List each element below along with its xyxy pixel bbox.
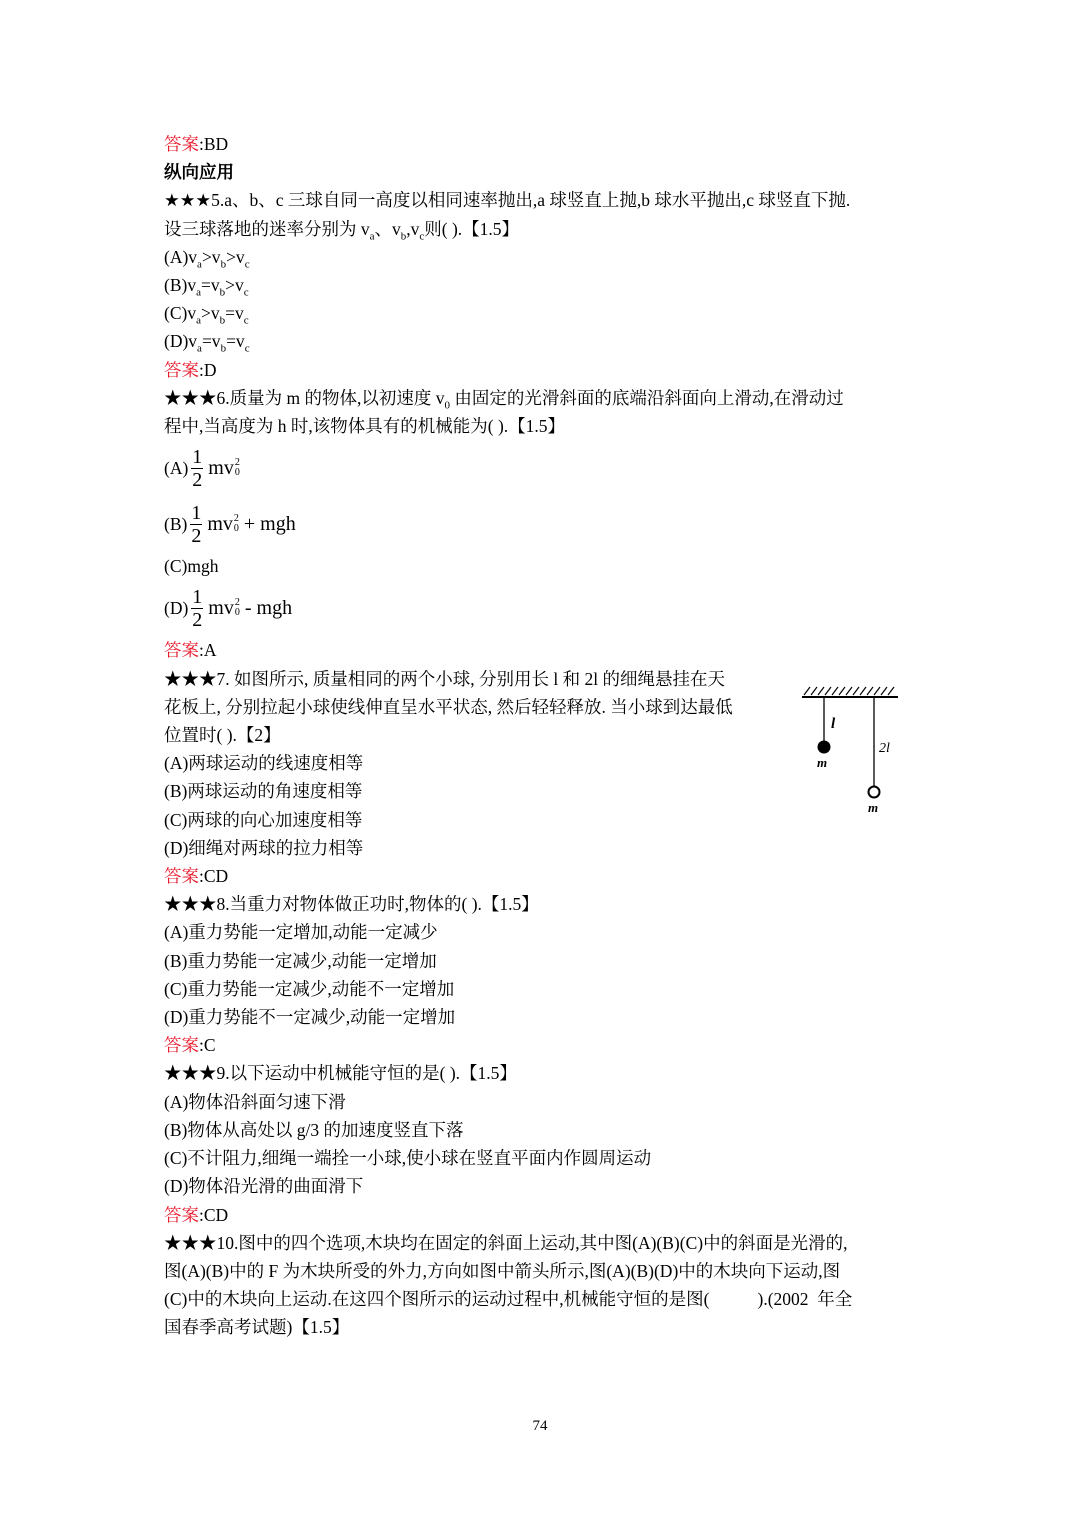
q6-option-a: (A) $\frac{1}{2}$ mv 2 0 [164,445,240,491]
q7-stem-line1: ★★★7. 如图所示, 质量相同的两个小球, 分别用长 l 和 2l 的细绳悬挂在天 [164,668,725,689]
q10-line2: 图(A)(B)中的 F 为木块所受的外力,方向如图中箭头所示,图(A)(B)(D)中的木块向下运动,图 [164,1260,841,1281]
answer-q8: 答案:C [164,1035,216,1056]
q8-stem: ★★★8.当重力对物体做正功时,物体的( ).【1.5】 [164,894,539,915]
q7-option-c: (C)两球的向心加速度相等 [164,809,363,830]
fraction-half: $\frac{1}{2}$ [192,445,203,491]
q10-line3: (C)中的木块向上运动.在这四个图所示的运动过程中,机械能守恒的是图( ).(2002 年全 [164,1289,853,1310]
q9-option-c: (C)不计阻力,细绳一端拴一小球,使小球在竖直平面内作圆周运动 [164,1148,652,1169]
answer-q7: 答案:CD [164,866,229,887]
label-m1: m [817,755,828,770]
page-number: 74 [532,1418,548,1434]
answer-label: 答案 [164,134,199,154]
fraction-half: $\frac{1}{2}$ [192,585,203,631]
fraction-half: $\frac{1}{2}$ [191,501,202,547]
q6-stem-line1: ★★★6.质量为 m 的物体,以初速度 $v_0$ 由固定的光滑斜面的底端沿斜面向上滑动,在滑动过 [164,387,844,412]
label-m2: m [868,800,879,815]
q7-stem-line3: 位置时( ).【2】 [164,725,281,746]
q8-option-b: (B)重力势能一定减少,动能一定增加 [164,950,437,971]
q7-option-a: (A)两球运动的线速度相等 [164,753,364,774]
q10-line1: ★★★10.图中的四个选项,木块均在固定的斜面上运动,其中图(A)(B)(C)中的斜面是光滑的, [164,1232,848,1253]
answer-q4: 答案:BD [164,134,229,154]
section-title: 纵向应用 [164,162,234,183]
q8-option-a: (A)重力势能一定增加,动能一定减少 [164,922,438,943]
q6-option-c: (C)mgh [164,556,219,577]
q7-option-b: (B)两球运动的角速度相等 [164,781,363,802]
q5-option-b: $(B)v_a=v_b>v_c$ [164,275,249,299]
answer-q6: 答案:A [164,640,217,661]
answer-q9: 答案:CD [164,1204,229,1225]
pendulum-figure [798,683,908,818]
label-l: l [831,716,836,732]
q7-stem-line2: 花板上, 分别拉起小球使线伸直呈水平状态, 然后轻轻释放. 当小球到达最低 [164,696,733,717]
q6-option-d: (D) $\frac{1}{2}$ mv 2 0 - mgh [164,585,293,631]
q5-option-c: $(C)v_a>v_b=v_c$ [164,303,249,327]
q9-option-d: (D)物体沿光滑的曲面滑下 [164,1176,364,1197]
q8-option-d: (D)重力势能不一定减少,动能一定增加 [164,1007,456,1028]
q9-stem: ★★★9.以下运动中机械能守恒的是( ).【1.5】 [164,1063,517,1084]
q10-line4: 国春季高考试题)【1.5】 [164,1317,350,1338]
q7-block [164,665,784,862]
ceiling [802,687,898,697]
q5-stem-line1: ★★★5.a、b、c 三球自同一高度以相同速率抛出,a 球竖直上抛,b 球水平抛出,c 球竖直下抛. [164,190,851,211]
q6-option-b: (B) $\frac{1}{2}$ mv 2 0 + mgh [164,501,296,547]
q5-stem-line2: 设三球落地的迷率分别为 $v_a$、$v_b,v_c$则( ).【1.5】 [164,218,520,243]
ball-hollow [869,787,880,798]
q9-option-b: (B)物体从高处以 g/3 的加速度竖直下落 [164,1119,464,1140]
answer-q5: 答案:D [164,359,217,380]
q9-option-a: (A)物体沿斜面匀速下滑 [164,1091,346,1112]
q7-option-d: (D)细绳对两球的拉力相等 [164,837,364,858]
label-2l: 2l [879,741,890,756]
q5-option-a: $(A)v_a>v_b>v_c$ [164,246,250,271]
ball-filled [818,741,831,754]
q5-option-d: $(D)v_a=v_b=v_c$ [164,331,250,355]
q8-option-c: (C)重力势能一定减少,动能不一定增加 [164,978,455,999]
q6-stem-line2: 程中,当高度为 h 时,该物体具有的机械能为( ).【1.5】 [164,416,566,437]
